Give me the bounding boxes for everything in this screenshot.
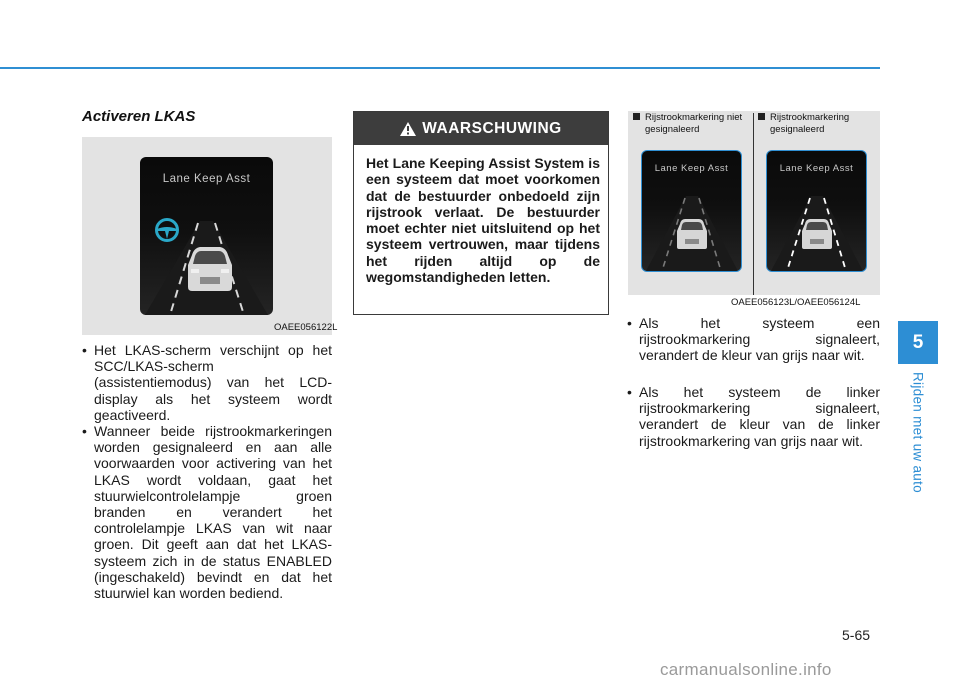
lkas-display-detected [766, 150, 867, 272]
chapter-tab: 5 [898, 321, 938, 364]
legend-not-detected [633, 112, 748, 135]
bullet-dot: • [627, 384, 632, 400]
bullet-item [627, 384, 880, 449]
warning-text: Het Lane Keeping Assist System is een systeem dat moet voorkomen dat de bestuurder onbedoeld zijn rijstrook verlaat. De bestuurder moet echter niet uitsluitend op het systeem vertrouwen, maar tijdens het rijden altijd op de wegomstandigheden letten. [366, 155, 600, 286]
legend-label: Rijstrookmarkering niet gesignaleerd [645, 112, 743, 135]
lkas-display-not-detected [641, 150, 742, 272]
chapter-label: Rijden met uw auto [910, 372, 926, 493]
header-rule [0, 67, 880, 69]
legend-square-icon [633, 113, 640, 120]
warning-triangle-icon [400, 122, 416, 136]
lkas-display [140, 157, 273, 315]
bullet-text: Als het systeem de linker rijstrookmarkering signaleert, verandert de kleur van de linker rijstrookmarkering van grijs naar wit. [639, 384, 880, 449]
bullet-text: Het LKAS-scherm verschijnt op het SCC/LKAS-scherm (assistentiemodus) van het LCD-display als het systeem wordt geactiveerd. [94, 342, 332, 423]
display-title: Lane Keep Asst [162, 173, 251, 185]
display-title: Lane Keep Asst [654, 163, 729, 174]
figure-code: OAEE056123L/OAEE056124L [731, 297, 861, 308]
figure-code: OAEE056122L [274, 322, 338, 333]
lkas-figure [82, 137, 332, 335]
page-number: 5-65 [842, 627, 871, 643]
bullet-item [82, 423, 332, 601]
bullet-text: Wanneer beide rijstrookmarkeringen worden gesignaleerd en aan alle voorwaarden voor activering van het LKAS wordt voldaan, gaat het stuurwielcontrolelampje groen branden en verandert het controlelampje LKAS van wit naar groen. Dit geeft aan dat het LKAS-systeem zich in de status ENABLED (ingeschakeld) bevindt en dat het stuurwiel kan worden bediend. [94, 423, 332, 602]
legend-square-icon [758, 113, 765, 120]
bullet-text: Als het systeem een rijstrookmarkering signaleert, verandert de kleur van grijs naar wit. [639, 315, 880, 364]
bullet-item [82, 342, 332, 423]
figure-divider [753, 113, 754, 295]
warning-box [353, 111, 609, 315]
road-illustration [642, 151, 741, 271]
legend-detected [758, 112, 876, 135]
section-title: Activeren LKAS [82, 108, 196, 125]
legend-label: Rijstrookmarkering gesignaleerd [770, 112, 850, 135]
bullet-dot: • [82, 342, 87, 358]
vehicle-icon [184, 245, 236, 293]
bullet-dot: • [627, 315, 632, 331]
watermark: carmanualsonline.info [660, 660, 832, 679]
steering-wheel-icon [154, 217, 180, 243]
vehicle-icon [799, 217, 835, 251]
bullet-item [627, 315, 880, 364]
road-illustration [767, 151, 866, 271]
bullet-dot: • [82, 423, 87, 439]
warning-title: WAARSCHUWING [422, 119, 562, 137]
display-title: Lane Keep Asst [779, 163, 854, 174]
vehicle-icon [674, 217, 710, 251]
warning-header [354, 112, 608, 145]
